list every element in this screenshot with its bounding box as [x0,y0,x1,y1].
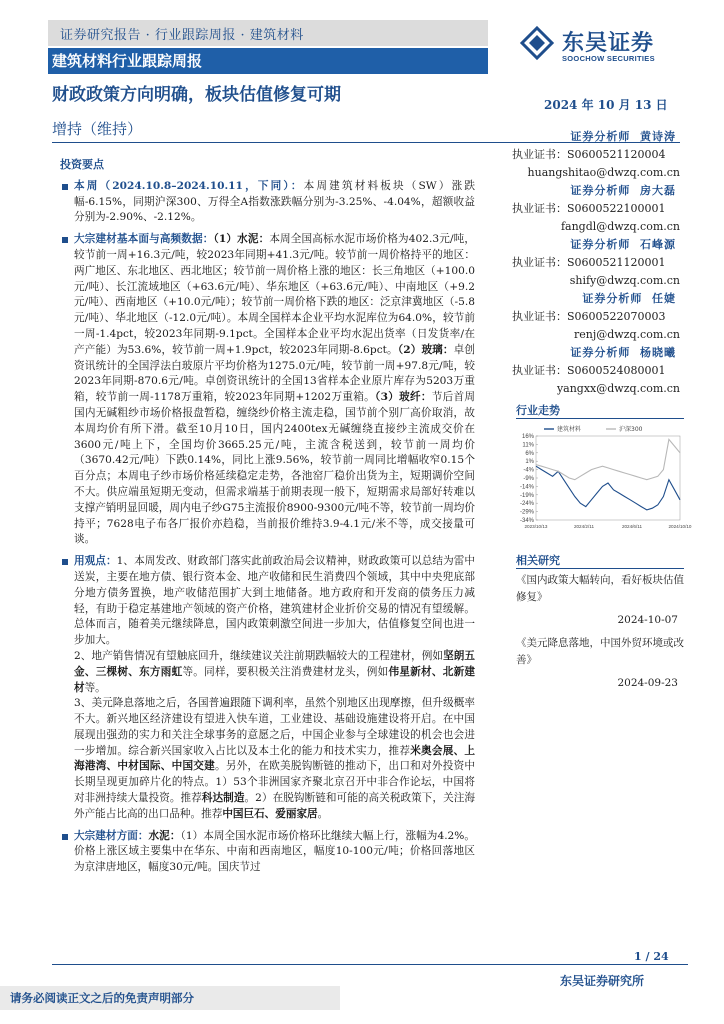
analyst-list [508,128,688,398]
legend-label: 建筑材料 [557,426,582,433]
analyst-email[interactable]: shify@dwzq.com.cn [569,274,680,287]
research-item[interactable]: 《美元降息落地，中国外贸环境或改善》 [516,637,684,666]
page-number: 1 / 24 [634,950,669,963]
analyst-cert: 执业证书：S0600522100001 [512,202,666,215]
x-tick-label: 2023/10/13 [524,524,548,529]
paragraph-weekly: 本周（2024.10.8–2024.10.11，下同）：本周建筑材料板块（SW）涨跌幅-6.15%，同期沪深300、万得全A指数涨跌幅分别为-3.25%、-4.04%，超额收益分别为-2.90%、-2.12%。 [60,179,475,226]
paragraph-bulk-materials: 大宗建材方面：水泥：（1）本周全国水泥市场价格环比继续大幅上行，涨幅为4.2%。价格上涨区域主要集中在华东、中南和西南地区，幅度10-100元/吨；价格回落地区为京津唐地区，幅度30元/吨。国庆节过 [60,829,475,876]
trend-chart [510,420,692,532]
analyst-email[interactable]: fangdl@dwzq.com.cn [560,220,680,233]
y-tick-label: -14% [519,484,534,491]
x-tick-label: 2024/2/11 [573,524,595,529]
research-title: 相关研究 [516,554,560,567]
y-tick-label: 16% [521,434,534,440]
y-tick-label: -24% [519,501,534,508]
logo-mark-icon [520,26,554,60]
research-date: 2024-09-23 [617,677,678,689]
footer-divider [52,964,688,965]
research-list [516,572,684,692]
series-line-csi300 [536,439,680,479]
y-tick-label: -4% [523,467,534,474]
analyst-cert: 执业证书：S0600521120004 [512,148,666,161]
legend-label: 沪深300 [619,426,643,433]
paragraph-views: 用观点：1、本周发改、财政部门落实此前政治局会议精神，财政政策可以总结为雷中送炭，主要在地方债、银行资本金、地产收储和民生消费四个领域，其中中央兜底部分地方债务置换，地产收储范围扩大到土地储备。地方政府和开发商的债务压力减轻，有助于稳定基建地产领域的资产价格，建筑建材企业折价交易的情况有望缓解。总体而言，随着美元继续降息，国内政策刺激空间进一步加大，估值修复空间也进一步加大。 2、地产销售情况有望触底回升，继续建议关注前期跌幅较大的工程建材，例如坚朗五金、三棵树、东方雨虹等。同样，要积极关注消费建材龙头，例如伟星新材、北新建材等。 3、美元降息落地之后，各国普遍跟随下调利率，虽然个别地区出现摩擦，但升级概率不大。新兴地区经济建设有望进入快车道，工业建设、基础设施建设将开启。在中国展现出强劲的实力和关注全球事务的意愿之后，中国企业参与全球建设的机会也会进一步增加。综合新兴国家收入占比以及本土化的能力和技术实力，推荐米奥会展、上海港湾、中材国际、中国交建。另外，在欧美脱钩断链的推动下，出口和对外投资中长期呈现更加碎片化的特点。1）53个非洲国家齐聚北京召开中非合作论坛，中国将对非洲持续大量投资。推荐科达制造。2）在脱钩断链和可能的高关税政策下，关注海外产能占比高的出口品种。推荐中国巨石、爱丽家居。 [60,554,475,823]
y-tick-label: 6% [525,450,534,457]
y-tick-label: 11% [522,442,534,449]
y-tick-label: -19% [519,492,534,499]
logo-text-cn: 东吴证券 [562,30,655,56]
analyst-name: 证券分析师 石峰源 [570,238,676,251]
company-logo [520,24,680,66]
analyst-card [508,128,688,182]
analyst-name: 证券分析师 杨晓曦 [570,346,676,359]
research-item[interactable]: 《国内政策大幅转向，看好板块估值修复》 [516,574,684,603]
trend-rule [516,418,684,419]
analyst-card [508,236,688,290]
analyst-email[interactable]: renj@dwzq.com.cn [573,328,680,341]
analyst-cert: 执业证书：S0600522070003 [512,310,666,323]
y-tick-label: -29% [519,509,534,516]
series-line-building-materials [536,466,680,510]
x-tick-label: 2024/10/10 [668,524,692,529]
y-tick-label: -9% [523,476,534,482]
analyst-name: 证券分析师 房大磊 [570,184,676,197]
analyst-name: 证券分析师 黄诗涛 [570,130,676,143]
analyst-cert: 执业证书：S0600521120001 [512,256,666,269]
y-tick-label: 1% [525,459,534,466]
report-date: 2024 年 10 月 13 日 [544,98,668,112]
report-title: 财政政策方向明确，板块估值修复可期 [52,85,341,105]
paragraph-fundamentals: 大宗建材基本面与高频数据：（1）水泥：本周全国高标水泥市场价格为402.3元/吨，较节前一周+16.3元/吨，较2023年同期+41.3元/吨。较节前一周价格持平的地区：两广地区、东北地区、西北地区；较节前一周价格上涨的地区：长三角地区（+100.0元/吨）、长江流域地区（+63.6元/吨）、华东地区（+63.6元/吨）、中南地区（+9.2元/吨）、西南地区（+10.0元/吨）；较节前一周价格下跌的地区：泛京津冀地区（-5.8元/吨）、华北地区（-12.0元/吨）。本周全国样本企业平均水泥库位为64.0%，较节前一周-1.4pct，较2023年同期-9.1pct。全国样本企业平均水泥出货率（日发货率/在产产能）为53.6%，较节前一周+1.9pct，较2023年同期-8.6pct。（2）玻璃：卓创资讯统计的全国浮法白玻原片平均价格为1275.0元/吨，较节前一周+97.8元/吨，较2023年同期-870.6元/吨。卓创资讯统计的全国13省样本企业原片库存为5203万重箱，较节前一周-1178万重箱，较2023年同期+1202万重箱。（3）玻纤：节后首周国内无碱粗纱市场价格报盘暂稳，缠绕纱价格主流走稳，国节前个别厂高价取消，故本周均价有所下滑。截至10月10日，国内2400tex无碱缠绕直接纱主流成交价在3600元/吨上下，全国均价3665.25元/吨，主流含税送到，较节前一周均价（3670.42元/吨）下跌0.14%，同比上涨9.56%，较节前一周同比增幅收窄0.15个百分点；本周电子纱市场价格延续稳定走势，各池窑厂稳价出货为主，短期调价空间不大。供应端虽短期无变动，但需求端基于前期表现一般下，短期需求局部好转难以支撑产销明显回暖，周内电子纱G75主流报价8900-9300元/吨不等，较节前一周均价持平；7628电子布各厂报价亦趋稳，当前报价维持3.9-4.1元/米不等，成交接量可谈。 [60,232,475,548]
analyst-name: 证券分析师 任婕 [582,292,676,305]
footer-org: 东吴证券研究所 [560,974,645,988]
report-rating: 增持（维持） [52,120,143,138]
main-content [60,157,475,882]
analyst-card [508,182,688,236]
research-rule [516,568,684,569]
breadcrumb: 证券研究报告 · 行业跟踪周报 · 建筑材料 [60,28,304,43]
analyst-card [508,290,688,344]
disclaimer[interactable]: 请务必阅读正文之后的免责声明部分 [10,991,194,1005]
series-title: 建筑材料行业跟踪周报 [52,52,203,70]
analyst-email[interactable]: yangxx@dwzq.com.cn [556,382,680,395]
chart-frame [536,436,680,520]
logo-text-en: SOOCHOW SECURITIES [562,54,655,63]
analyst-card [508,344,688,398]
analyst-cert: 执业证书：S0600524080001 [512,364,666,377]
section-title: 投资要点 [60,158,104,171]
y-tick-label: -34% [519,518,534,524]
trend-title: 行业走势 [516,404,560,417]
x-tick-label: 2024/6/11 [621,524,643,529]
analyst-email[interactable]: huangshitao@dwzq.com.cn [527,166,680,179]
research-date: 2024-10-07 [617,614,678,626]
